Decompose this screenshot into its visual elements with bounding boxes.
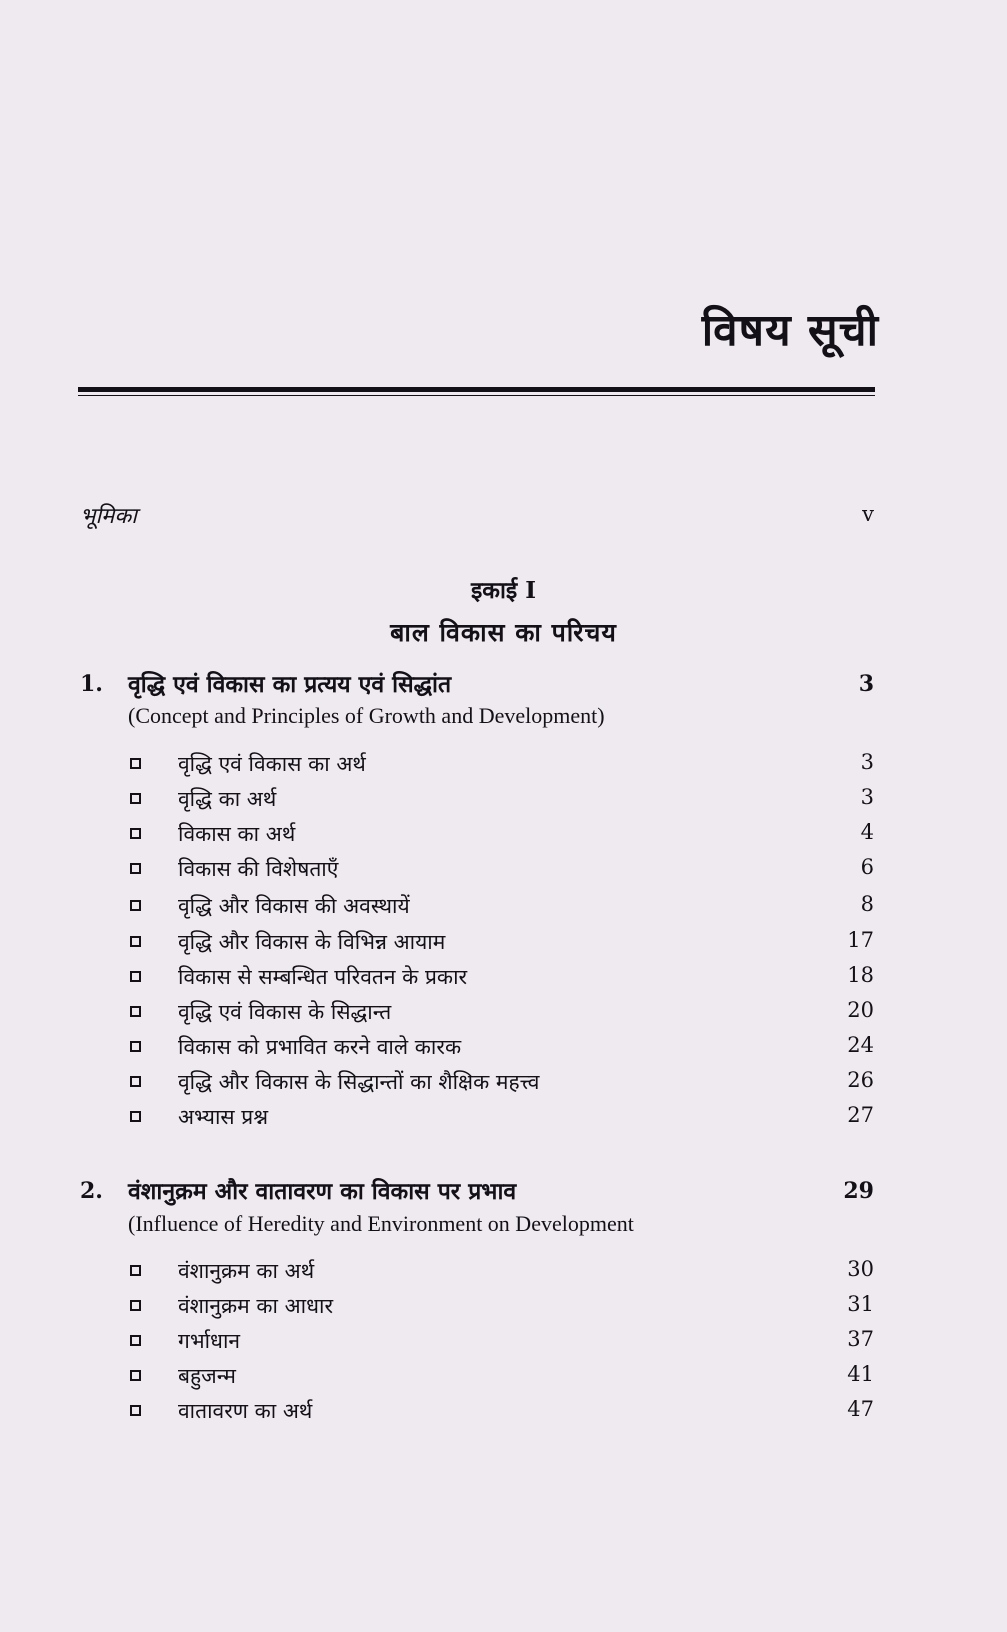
checkbox-icon — [130, 1041, 141, 1052]
item-label: विकास से सम्बन्धित परिवतन के प्रकार — [178, 965, 468, 989]
item-page: 31 — [847, 1292, 874, 1316]
item-page: 20 — [847, 998, 874, 1022]
item-label: विकास का अर्थ — [178, 822, 296, 846]
preface-label: भूमिका — [80, 504, 137, 529]
chapter-english-title: (Influence of Heredity and Environment on Development — [128, 1211, 634, 1236]
item-page: 17 — [847, 928, 874, 952]
item-label: वृद्धि और विकास की अवस्थायें — [178, 894, 410, 918]
checkbox-icon — [130, 1300, 141, 1311]
list-item — [130, 892, 874, 922]
item-label: बहुजन्म — [178, 1364, 236, 1388]
item-label: अभ्यास प्रश्न — [178, 1105, 269, 1129]
list-item — [130, 1257, 874, 1287]
checkbox-icon — [130, 936, 141, 947]
item-page: 4 — [860, 820, 874, 844]
item-label: वृद्धि और विकास के विभिन्न आयाम — [178, 930, 446, 954]
checkbox-icon — [130, 758, 141, 769]
list-item — [130, 1103, 874, 1133]
checkbox-icon — [130, 900, 141, 911]
item-label: वृद्धि एवं विकास के सिद्धान्त — [178, 1000, 392, 1024]
item-page: 41 — [847, 1362, 874, 1386]
list-item — [130, 1033, 874, 1063]
item-label: वंशानुक्रम का अर्थ — [178, 1259, 315, 1283]
chapter-title: वृद्धि एवं विकास का प्रत्यय एवं सिद्धांत — [128, 671, 452, 698]
list-item — [130, 963, 874, 993]
list-item — [130, 750, 874, 780]
item-page: 8 — [860, 892, 874, 916]
item-label: वातावरण का अर्थ — [178, 1399, 313, 1423]
checkbox-icon — [130, 863, 141, 874]
item-page: 27 — [847, 1103, 874, 1127]
checkbox-icon — [130, 828, 141, 839]
list-item — [130, 1068, 874, 1098]
chapter-english-title: (Concept and Principles of Growth and Development) — [128, 703, 605, 728]
list-item — [130, 1292, 874, 1322]
list-item — [130, 998, 874, 1028]
item-label: वृद्धि और विकास के सिद्धान्तों का शैक्षिक महत्त्व — [178, 1070, 540, 1094]
chapter-page: 3 — [858, 671, 874, 697]
list-item — [130, 820, 874, 850]
checkbox-icon — [130, 971, 141, 982]
checkbox-icon — [130, 1006, 141, 1017]
item-label: गर्भाधान — [178, 1329, 241, 1353]
item-page: 47 — [847, 1397, 874, 1421]
item-page: 3 — [860, 750, 874, 774]
checkbox-icon — [130, 1370, 141, 1381]
title-rule-thin — [78, 395, 875, 396]
item-page: 37 — [847, 1327, 874, 1351]
chapter-number: 2. — [80, 1178, 103, 1204]
page-title: विषय सूची — [701, 305, 879, 356]
item-page: 30 — [847, 1257, 874, 1281]
checkbox-icon — [130, 1076, 141, 1087]
item-label: वृद्धि का अर्थ — [178, 787, 277, 811]
checkbox-icon — [130, 1265, 141, 1276]
checkbox-icon — [130, 793, 141, 804]
list-item — [130, 1362, 874, 1392]
list-item — [130, 928, 874, 958]
item-label: वृद्धि एवं विकास का अर्थ — [178, 752, 366, 776]
checkbox-icon — [130, 1335, 141, 1346]
chapter-title: वंशानुक्रम और वातावरण का विकास पर प्रभाव — [128, 1178, 517, 1205]
checkbox-icon — [130, 1405, 141, 1416]
item-label: वंशानुक्रम का आधार — [178, 1294, 334, 1318]
unit-title: इकाई I — [471, 577, 536, 604]
checkbox-icon — [130, 1111, 141, 1122]
unit-subtitle: बाल विकास का परिचय — [390, 618, 617, 647]
item-page: 24 — [847, 1033, 874, 1057]
item-page: 26 — [847, 1068, 874, 1092]
item-page: 18 — [847, 963, 874, 987]
preface-page: v — [862, 502, 874, 526]
item-page: 3 — [860, 785, 874, 809]
list-item — [130, 1327, 874, 1357]
item-page: 6 — [860, 855, 874, 879]
item-label: विकास को प्रभावित करने वाले कारक — [178, 1035, 462, 1059]
item-label: विकास की विशेषताएँ — [178, 857, 339, 881]
title-rule-thick — [78, 387, 875, 392]
list-item — [130, 855, 874, 885]
list-item — [130, 785, 874, 815]
chapter-number: 1. — [80, 671, 103, 697]
list-item — [130, 1397, 874, 1427]
chapter-page: 29 — [843, 1178, 874, 1204]
